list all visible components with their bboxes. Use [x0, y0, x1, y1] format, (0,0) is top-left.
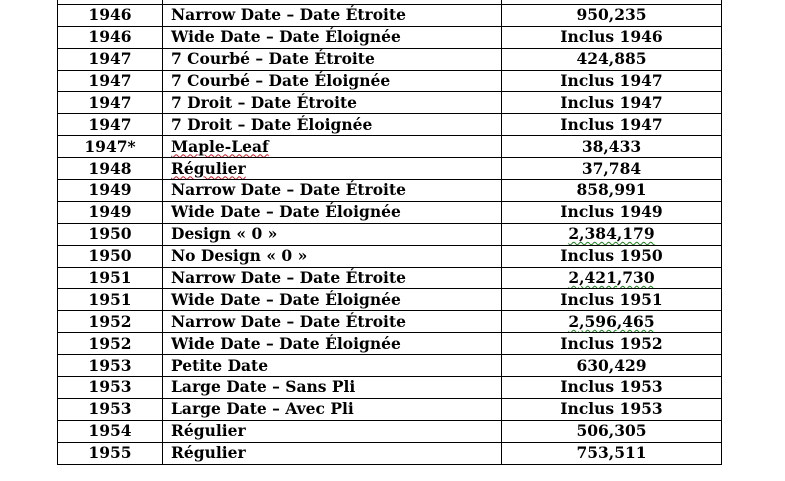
- table-row: [58, 355, 722, 377]
- mintage-cell: Inclus 1949: [502, 201, 722, 223]
- mintage-cell: 753,511: [502, 442, 722, 464]
- mintage-table: [57, 0, 722, 465]
- table-row: [58, 201, 722, 223]
- table-row: [58, 245, 722, 267]
- table-row: [58, 4, 722, 26]
- table-row: [58, 289, 722, 311]
- year-cell: 1955: [58, 442, 163, 464]
- mintage-cell: 630,429: [502, 355, 722, 377]
- table-row: [58, 420, 722, 442]
- table-row: [58, 311, 722, 333]
- year-cell: 1951: [58, 289, 163, 311]
- mintage-text: 2,384,179: [568, 224, 655, 244]
- mintage-cell: 858,991: [502, 180, 722, 202]
- variety-cell: Wide Date – Date Éloignée: [163, 201, 502, 223]
- mintage-cell: Inclus 1953: [502, 377, 722, 399]
- table-row: [58, 180, 722, 202]
- variety-cell: Large Date – Avec Pli: [163, 398, 502, 420]
- year-cell: 1949: [58, 201, 163, 223]
- variety-cell: 7 Droit – Date Éloignée: [163, 114, 502, 136]
- variety-cell: Narrow Date – Date Étroite: [163, 180, 502, 202]
- variety-cell: Petite Date: [163, 355, 502, 377]
- table-row: [58, 92, 722, 114]
- year-cell: 1953: [58, 398, 163, 420]
- variety-cell: Narrow Date – Date Étroite: [163, 311, 502, 333]
- mintage-text: 2,596,465: [568, 311, 655, 331]
- year-cell: 1947: [58, 48, 163, 70]
- year-cell: 1951: [58, 267, 163, 289]
- year-cell: 1952: [58, 333, 163, 355]
- table-row: [58, 70, 722, 92]
- mintage-cell: Inclus 1947: [502, 92, 722, 114]
- year-cell: 1952: [58, 311, 163, 333]
- year-cell: 1949: [58, 180, 163, 202]
- table-row: [58, 26, 722, 48]
- variety-cell: [163, 136, 502, 158]
- year-cell: 1947: [58, 92, 163, 114]
- year-cell: 1950: [58, 245, 163, 267]
- variety-cell: Régulier: [163, 442, 502, 464]
- mintage-cell: [502, 311, 722, 333]
- variety-cell: Wide Date – Date Éloignée: [163, 26, 502, 48]
- mintage-cell: 950,235: [502, 4, 722, 26]
- mintage-cell: Inclus 1946: [502, 26, 722, 48]
- variety-text: Maple-Leaf: [171, 136, 269, 156]
- mintage-cell: Inclus 1953: [502, 398, 722, 420]
- variety-cell: 7 Courbé – Date Éloignée: [163, 70, 502, 92]
- table-row: [58, 48, 722, 70]
- table-row: [58, 442, 722, 464]
- variety-cell: Design « 0 »: [163, 223, 502, 245]
- variety-cell: 7 Courbé – Date Étroite: [163, 48, 502, 70]
- year-cell: 1947*: [58, 136, 163, 158]
- variety-cell: Large Date – Sans Pli: [163, 377, 502, 399]
- mintage-cell: [502, 267, 722, 289]
- year-cell: 1946: [58, 26, 163, 48]
- mintage-cell: 506,305: [502, 420, 722, 442]
- variety-cell: Régulier: [163, 420, 502, 442]
- table-row: [58, 377, 722, 399]
- variety-cell: Wide Date – Date Éloignée: [163, 289, 502, 311]
- variety-cell: Narrow Date – Date Étroite: [163, 267, 502, 289]
- mintage-cell: 38,433: [502, 136, 722, 158]
- mintage-cell: 37,784: [502, 158, 722, 180]
- mintage-cell: 424,885: [502, 48, 722, 70]
- variety-cell: [163, 158, 502, 180]
- year-cell: 1953: [58, 377, 163, 399]
- mintage-cell: Inclus 1947: [502, 70, 722, 92]
- mintage-cell: Inclus 1951: [502, 289, 722, 311]
- variety-cell: 7 Droit – Date Étroite: [163, 92, 502, 114]
- variety-cell: Narrow Date – Date Étroite: [163, 4, 502, 26]
- mintage-cell: [502, 223, 722, 245]
- mintage-cell: Inclus 1952: [502, 333, 722, 355]
- mintage-cell: Inclus 1950: [502, 245, 722, 267]
- table-row: [58, 114, 722, 136]
- year-cell: 1954: [58, 420, 163, 442]
- table-row: [58, 267, 722, 289]
- table-row: [58, 398, 722, 420]
- year-cell: 1947: [58, 70, 163, 92]
- year-cell: 1953: [58, 355, 163, 377]
- mintage-cell: Inclus 1947: [502, 114, 722, 136]
- table-row: [58, 136, 722, 158]
- mintage-text: 2,421,730: [568, 268, 655, 288]
- year-cell: 1948: [58, 158, 163, 180]
- year-cell: 1946: [58, 4, 163, 26]
- table-row: [58, 158, 722, 180]
- variety-text: Régulier: [171, 158, 246, 178]
- year-cell: 1947: [58, 114, 163, 136]
- variety-cell: No Design « 0 »: [163, 245, 502, 267]
- variety-cell: Wide Date – Date Éloignée: [163, 333, 502, 355]
- table-row: [58, 333, 722, 355]
- year-cell: 1950: [58, 223, 163, 245]
- table-row: [58, 223, 722, 245]
